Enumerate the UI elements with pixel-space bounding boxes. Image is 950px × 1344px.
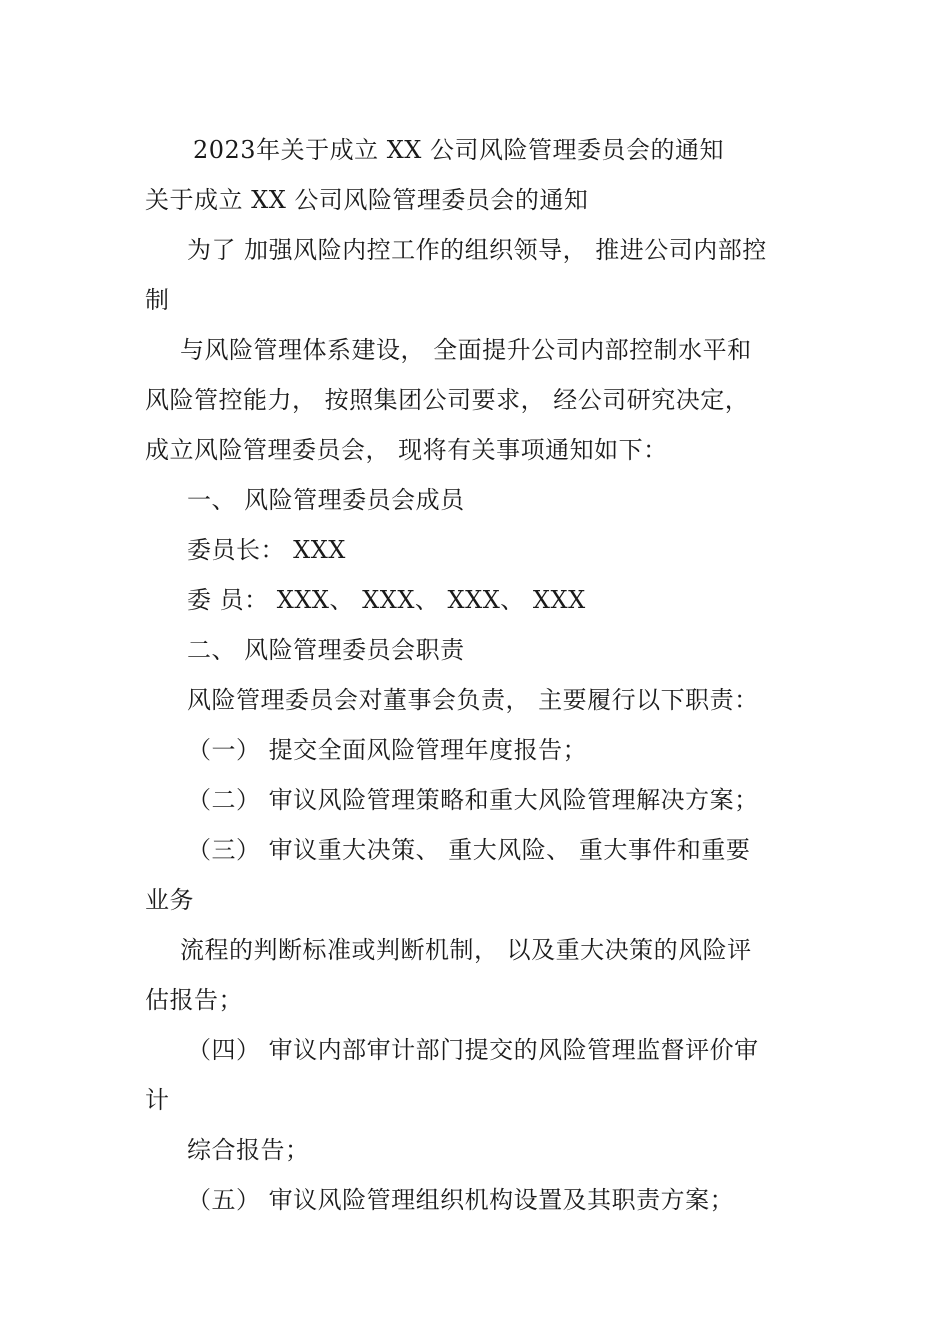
duty-item-4-cont2: 综合报告； <box>187 1136 310 1164</box>
section1-members: 委 员： XXX、 XXX、 XXX、 XXX <box>187 586 586 614</box>
intro-line-2: 制 <box>145 286 170 314</box>
duty-item-4: （四） 审议内部审计部门提交的风险管理监督评价审 <box>187 1036 759 1064</box>
duty-item-3-cont3: 估报告； <box>145 986 243 1014</box>
duty-item-3-cont2: 流程的判断标准或判断机制， 以及重大决策的风险评 <box>180 936 752 964</box>
duty-item-5: （五） 审议风险管理组织机构设置及其职责方案； <box>187 1186 735 1214</box>
document-subtitle: 关于成立 XX 公司风险管理委员会的通知 <box>145 186 589 214</box>
section1-heading: 一、 风险管理委员会成员 <box>187 486 465 514</box>
section1-chair: 委员长： XXX <box>187 536 346 564</box>
intro-line-4: 风险管控能力， 按照集团公司要求， 经公司研究决定， <box>145 386 750 414</box>
duty-item-1: （一） 提交全面风险管理年度报告； <box>187 736 588 764</box>
document-title: 2023年关于成立 XX 公司风险管理委员会的通知 <box>193 136 725 164</box>
duty-item-3: （三） 审议重大决策、 重大风险、 重大事件和重要 <box>187 836 751 864</box>
duty-item-2: （二） 审议风险管理策略和重大风险管理解决方案； <box>187 786 759 814</box>
duty-item-4-cont: 计 <box>145 1086 170 1114</box>
intro-line-5: 成立风险管理委员会， 现将有关事项通知如下： <box>145 436 668 464</box>
intro-line-1: 为了 加强风险内控工作的组织领导， 推进公司内部控 <box>187 236 767 264</box>
intro-line-3: 与风险管理体系建设， 全面提升公司内部控制水平和 <box>180 336 752 364</box>
duty-item-3-cont: 业务 <box>145 886 194 914</box>
section2-heading: 二、 风险管理委员会职责 <box>187 636 465 664</box>
section2-lead: 风险管理委员会对董事会负责， 主要履行以下职责： <box>187 686 759 714</box>
